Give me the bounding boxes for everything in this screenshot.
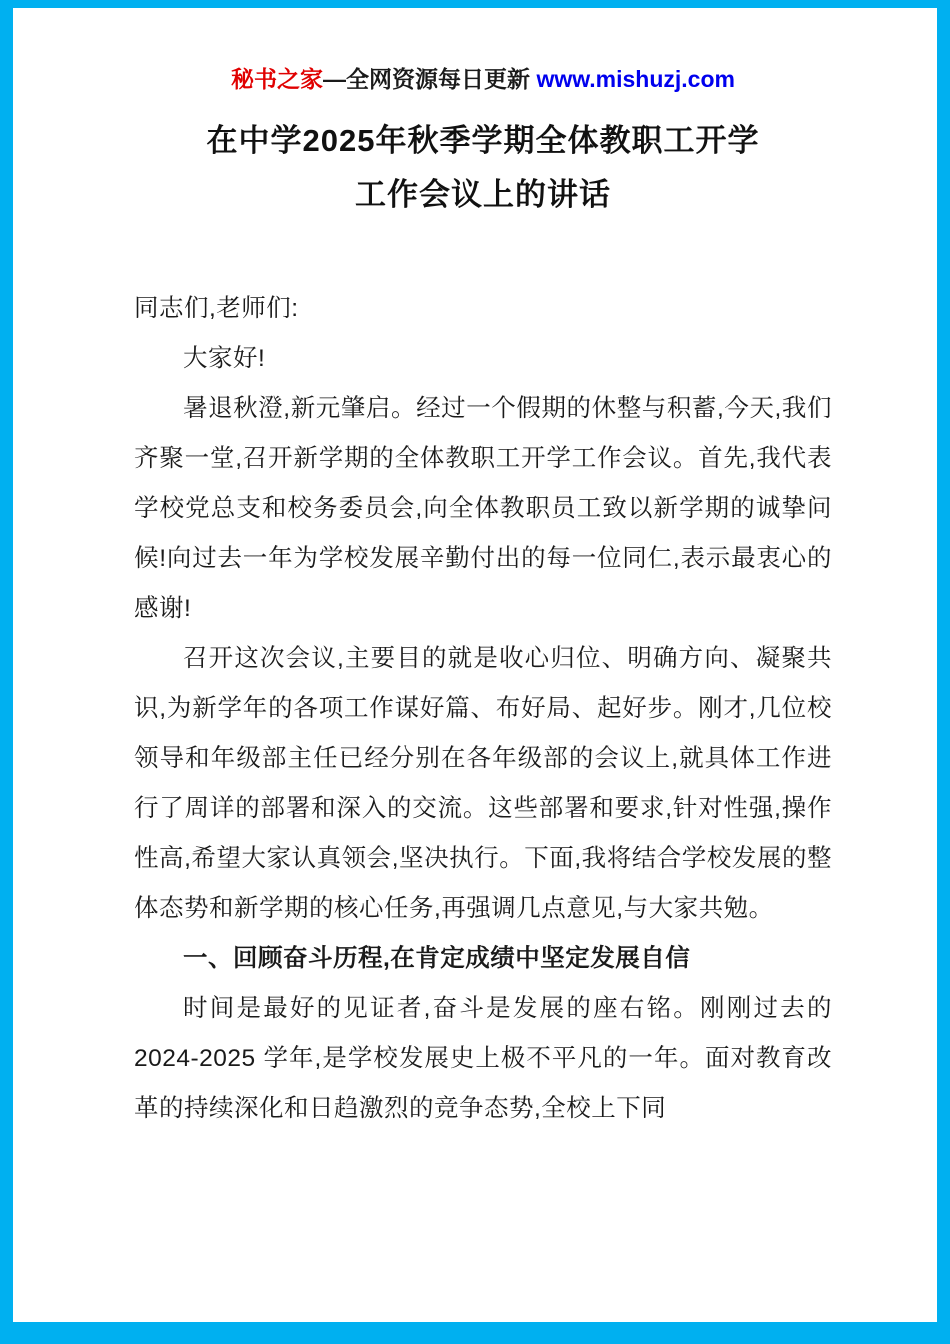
document-page bbox=[13, 8, 937, 1322]
paragraph-salutation: 同志们,老师们: bbox=[134, 295, 299, 322]
site-url-link[interactable]: www.mishuzj.com bbox=[536, 66, 735, 92]
site-tagline: —全网资源每日更新 bbox=[323, 66, 537, 92]
paragraph-review: 时间是最好的见证者,奋斗是发展的座右铭。刚刚过去的 2024-2025 学年,是学校发展史上极不平凡的一年。面对教育改革的持续深化和日趋激烈的竞争态势,全校上下同 bbox=[134, 995, 832, 1122]
document-body bbox=[134, 284, 832, 1134]
site-brand: 秘书之家 bbox=[231, 66, 324, 92]
title-line-1: 在中学2025年秋季学期全体教职工开学 bbox=[206, 123, 760, 158]
section-heading-1: 一、回顾奋斗历程,在肯定成绩中坚定发展自信 bbox=[183, 945, 691, 972]
paragraph-intro: 暑退秋澄,新元肇启。经过一个假期的休整与积蓄,今天,我们齐聚一堂,召开新学期的全体教职工开学工作会议。首先,我代表学校党总支和校务委员会,向全体教职员工致以新学期的诚挚问候!向过去一年为学校发展辛勤付出的每一位同仁,表示最衷心的感谢! bbox=[134, 395, 832, 622]
document-title bbox=[134, 114, 832, 222]
title-line-2: 工作会议上的讲话 bbox=[355, 177, 611, 212]
site-header bbox=[134, 64, 832, 94]
paragraph-purpose: 召开这次会议,主要目的就是收心归位、明确方向、凝聚共识,为新学年的各项工作谋好篇、布好局、起好步。刚才,几位校领导和年级部主任已经分别在各年级部的会议上,就具体工作进行了周详的部署和深入的交流。这些部署和要求,针对性强,操作性高,希望大家认真领会,坚决执行。下面,我将结合学校发展的整体态势和新学期的核心任务,再强调几点意见,与大家共勉。 bbox=[134, 645, 832, 922]
paragraph-greeting: 大家好! bbox=[183, 345, 266, 372]
